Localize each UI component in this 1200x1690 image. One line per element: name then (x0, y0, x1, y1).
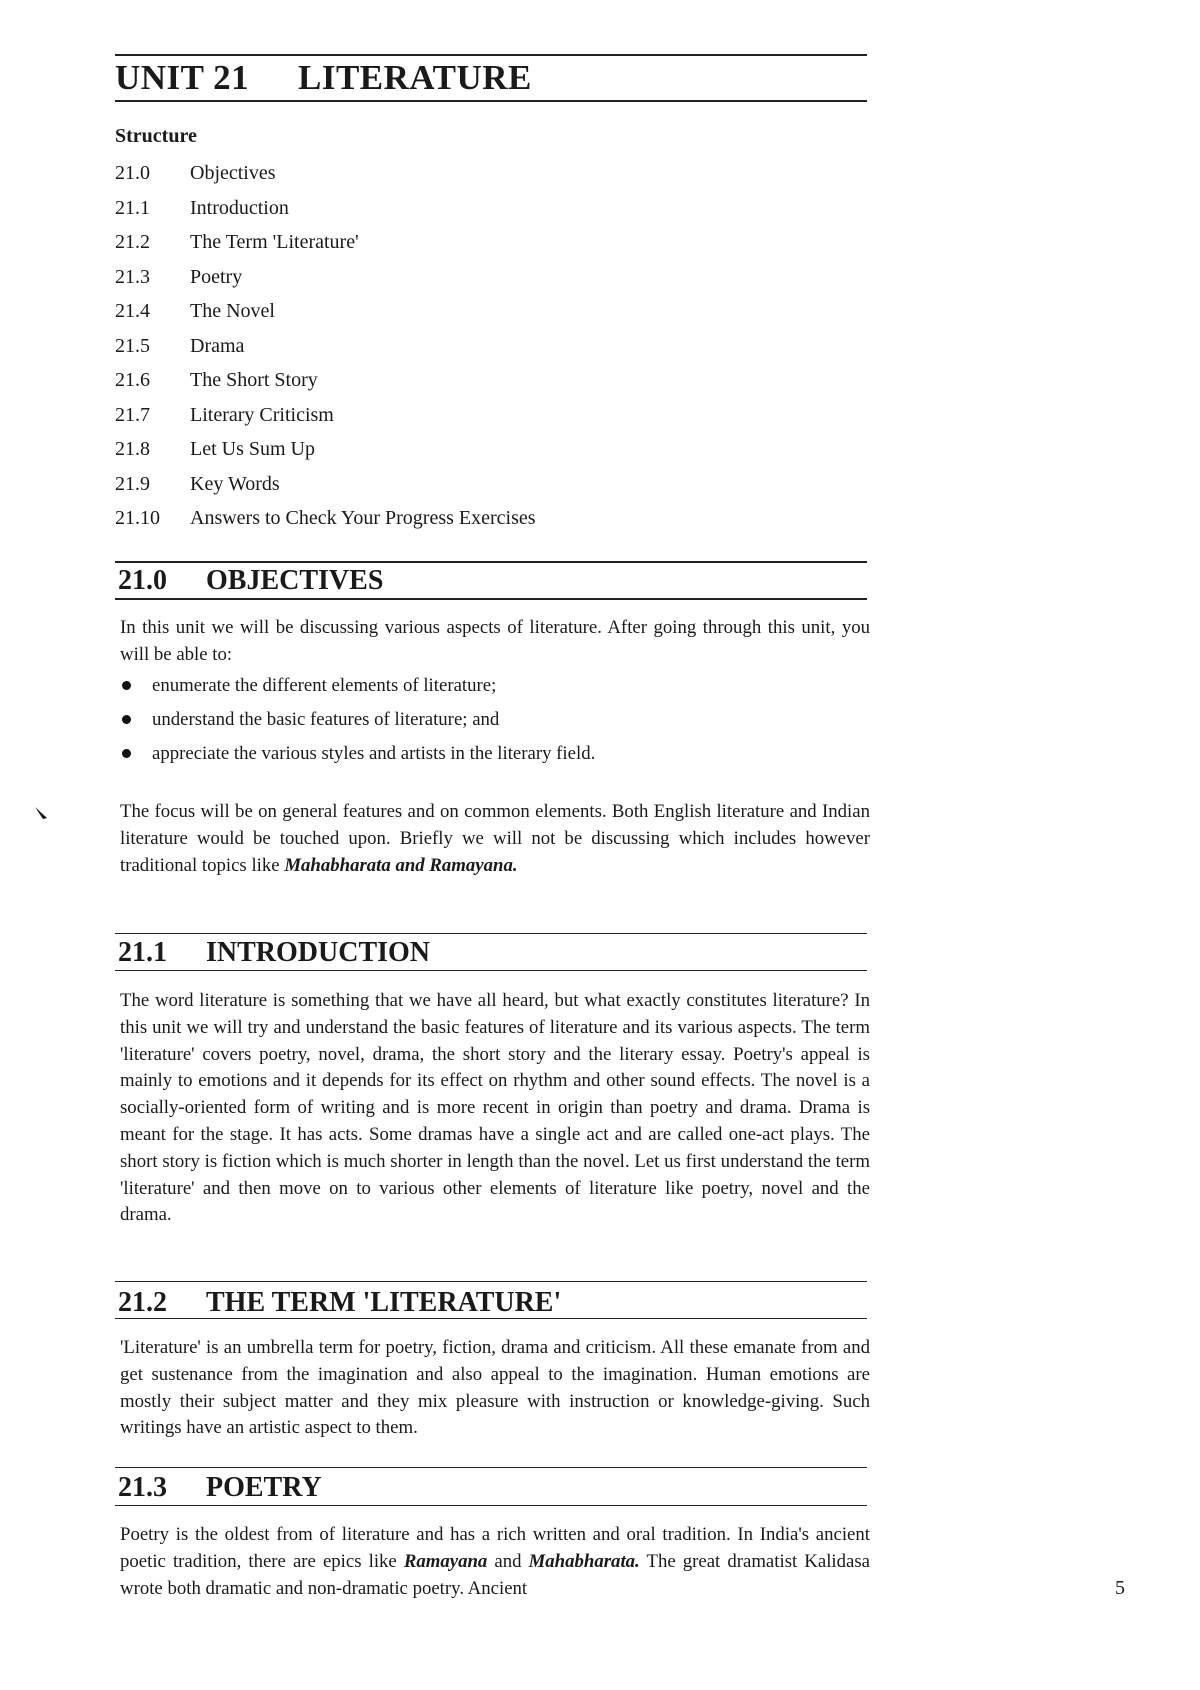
toc-item-title: The Short Story (190, 369, 318, 391)
list-item (120, 673, 880, 707)
unit-name: LITERATURE (298, 58, 532, 97)
toc-item-number: 21.4 (115, 300, 150, 322)
section-number: 21.0 (118, 565, 167, 596)
toc-item (115, 264, 536, 299)
toc-item-title: Key Words (190, 472, 280, 495)
section-number: 21.1 (118, 937, 167, 968)
section-rule-top (115, 1467, 867, 1468)
toc-item-title: Objectives (190, 162, 276, 184)
section-title: POETRY (206, 1472, 322, 1503)
top-rule (115, 54, 867, 56)
poetry-text: and (487, 1550, 529, 1572)
toc-item-title: Let Us Sum Up (190, 438, 315, 460)
objectives-list (120, 673, 880, 775)
unit-title-underline (115, 100, 867, 102)
introduction-paragraph: The word literature is something that we have all heard, but what exactly constitutes literature? In this unit we will try and understand the basic features of literature and its various aspects. The term 'literature' covers poetry, novel, drama, the short story and the literary essay. Poetry's appeal is mainly to emotions and it depends for its effect on rhythm and other sound effects. The novel is a socially-oriented form of writing and is more recent in origin than poetry and drama. Drama is meant for the stage. It has acts. Some dramas have a single act and are called one-act plays. The short story is fiction which is much shorter in length than the novel. Let us first understand the term 'literature' and then move on to various other elements of literature like poetry, novel and the drama. (120, 990, 870, 1226)
toc-item (115, 436, 536, 471)
section-title: THE TERM 'LITERATURE' (206, 1287, 562, 1318)
objectives-focus-paragraph (120, 799, 870, 879)
structure-label: Structure (115, 125, 197, 147)
section-rule-bottom (115, 1318, 867, 1319)
section-heading-objectives (118, 565, 383, 597)
toc-item-number: 21.2 (115, 231, 150, 253)
toc-item (115, 505, 536, 540)
toc-item-number: 21.0 (115, 162, 150, 184)
margin-pen-mark-icon (34, 806, 50, 822)
section-rule-top (115, 1281, 867, 1282)
toc-item-number: 21.6 (115, 369, 150, 391)
section-heading-poetry (118, 1472, 322, 1504)
poetry-paragraph (120, 1522, 870, 1602)
toc-item-number: 21.10 (115, 507, 160, 529)
page-number: 5 (1115, 1577, 1125, 1599)
section-heading-introduction (118, 937, 430, 969)
focus-emphasis: Mahabharata and Ramayana. (284, 854, 518, 876)
section-rule-bottom (115, 970, 867, 971)
toc-item-number: 21.1 (115, 196, 150, 219)
poetry-text: Poetry is the oldest from of literature and has a rich written and oral tradition. In India's ancient poetic tradition, there are epics like (120, 1524, 870, 1572)
list-item (120, 707, 880, 741)
toc-item-title: Drama (190, 334, 245, 357)
section-rule-top (115, 561, 867, 563)
toc-item-number: 21.7 (115, 403, 150, 426)
toc-item (115, 229, 536, 264)
toc-item-title: The Term 'Literature' (190, 231, 359, 253)
focus-text: The focus will be on general features and on common elements. Both English literature and Indian literature would be touched upon. Briefly we will not be discussing which includes however traditional topics like (120, 801, 870, 876)
section-number: 21.2 (118, 1287, 167, 1318)
bullet-text: enumerate the different elements of literature; (152, 675, 497, 696)
section-title: OBJECTIVES (206, 565, 384, 596)
toc-item-number: 21.5 (115, 334, 150, 357)
toc-item-number: 21.3 (115, 265, 150, 288)
toc-item-number: 21.8 (115, 438, 150, 460)
section-rule-bottom (115, 598, 867, 600)
toc-item-title: Introduction (190, 196, 289, 219)
toc-item-title: Poetry (190, 265, 243, 288)
bullet-icon (122, 749, 131, 758)
term-paragraph: 'Literature' is an umbrella term for poetry, fiction, drama and criticism. All these emanate from and get sustenance from the imagination and also appeal to the imagination. Human emotions are mostly their subject matter and they mix pleasure with instruction or knowledge-giving. Such writings have an artistic aspect to them. (120, 1337, 870, 1439)
toc-item (115, 298, 536, 333)
toc-item-number: 21.9 (115, 472, 150, 495)
unit-title (115, 58, 532, 98)
list-item (120, 741, 880, 775)
bullet-icon (122, 715, 131, 724)
toc-item (115, 367, 536, 402)
poetry-emphasis: Ramayana (403, 1550, 488, 1572)
bullet-icon (122, 681, 131, 690)
section-title: INTRODUCTION (206, 937, 431, 968)
objectives-intro: In this unit we will be discussing various aspects of literature. After going through this unit, you will be able to: (120, 617, 870, 665)
section-rule-bottom (115, 1505, 867, 1506)
toc-item-title: Answers to Check Your Progress Exercises (190, 507, 536, 529)
section-heading-term (118, 1287, 561, 1319)
table-of-contents (115, 160, 536, 540)
section-rule-top (115, 933, 867, 934)
toc-item-title: Literary Criticism (190, 403, 334, 426)
toc-item (115, 333, 536, 368)
bullet-text: appreciate the various styles and artists in the literary field. (152, 743, 596, 764)
toc-item (115, 195, 536, 230)
poetry-emphasis: Mahabharata. (528, 1550, 640, 1572)
section-number: 21.3 (118, 1472, 167, 1503)
bullet-text: understand the basic features of literature; and (152, 709, 500, 730)
toc-item (115, 402, 536, 437)
unit-number: UNIT 21 (115, 58, 250, 97)
poetry-text: The great dramatist Kalidasa wrote both dramatic and non-dramatic poetry. Ancient (120, 1550, 871, 1599)
toc-item (115, 160, 536, 195)
toc-item (115, 471, 536, 506)
toc-item-title: The Novel (190, 300, 275, 322)
